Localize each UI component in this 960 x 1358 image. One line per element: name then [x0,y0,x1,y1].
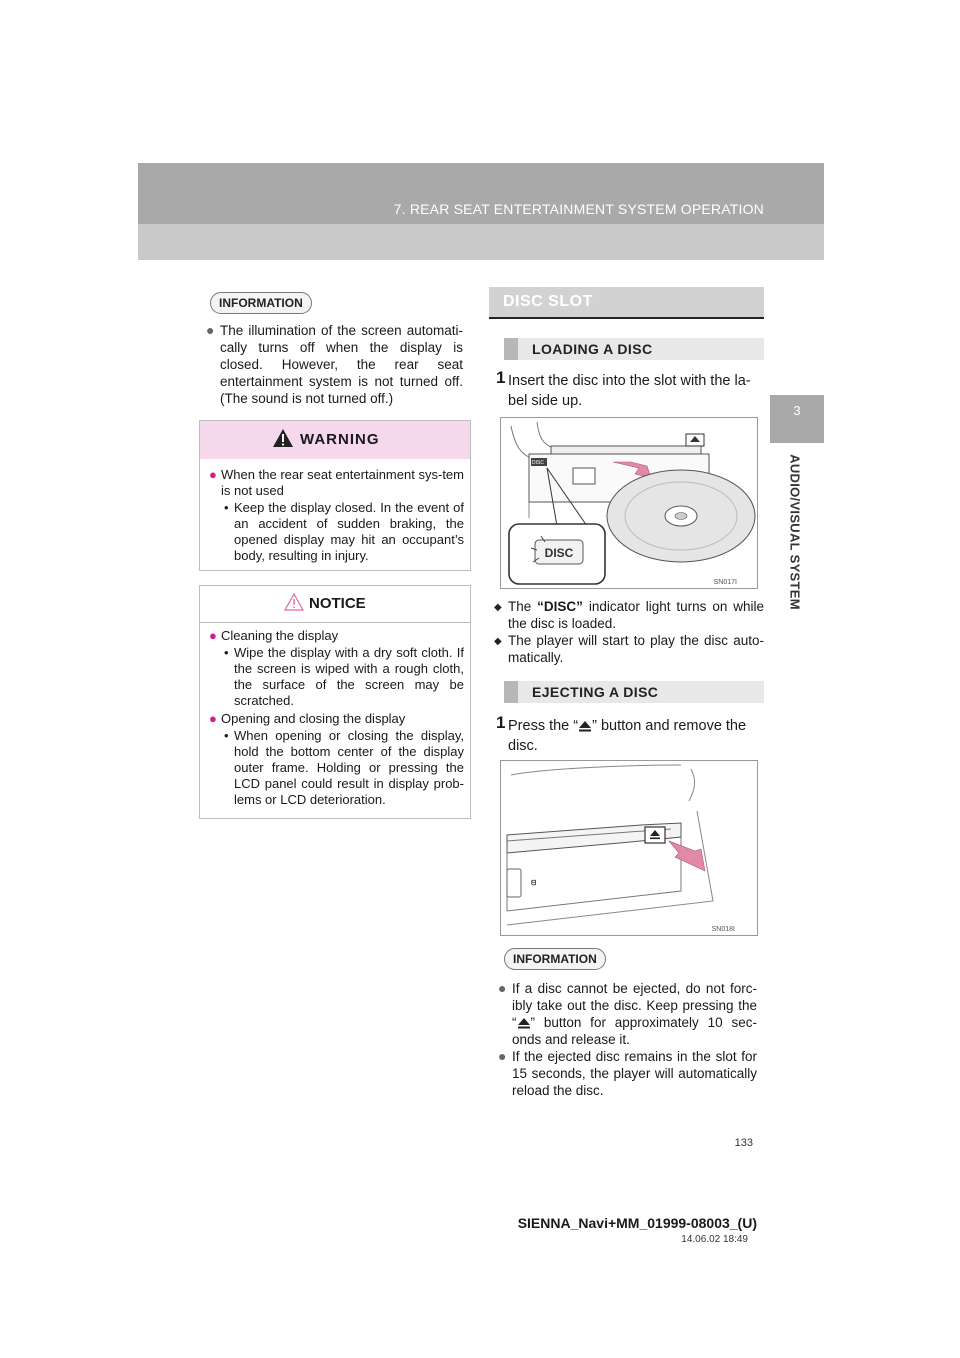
bullet-icon: ◆ [494,636,502,647]
warning-box [199,420,471,571]
section-underline [489,317,764,319]
subsection-title: EJECTING A DISC [532,684,659,700]
subsection-title: LOADING A DISC [532,341,653,357]
info-bullet-2: ● If the ejected disc remains in the slot for 15 seconds, the player will automatically reload the disc. [498,1048,757,1098]
warning-triangle-icon [272,428,294,448]
disc-eject-illustration [500,760,758,936]
chapter-number: 3 [793,403,801,418]
chapter-title: 7. REAR SEAT ENTERTAINMENT SYSTEM OPERATION [393,201,764,217]
bullet-icon: ● [209,628,217,643]
eject-button-drawing [501,761,757,935]
figure-code: SN017I [713,579,737,586]
document-model: SIENNA_Navi+MM_01999-08003_(U) [517,1215,757,1231]
step-number: 1 [496,368,506,387]
figure-code: SN018I [711,926,735,933]
svg-text:DISC: DISC [532,460,544,466]
notice-title: NOTICE [309,595,366,612]
bullet-icon: ● [209,467,217,482]
step-text: Insert the disc into the slot with the la-bel side up. [508,373,751,409]
caution-triangle-icon [284,593,304,611]
subsection-marker [504,338,518,360]
warning-header [200,421,470,459]
info-bullet-1: ● If a disc cannot be ejected, do not forc-ibly take out the disc. Keep pressing the “ ” button for approximately 10 sec-onds and release it. [498,980,757,1047]
bullet-icon: ● [498,1048,507,1064]
notice-sub-1: Wipe the display with a dry soft cloth. If the screen is wiped with a rough cloth, the surface of the screen may be scratched. [234,645,464,708]
information-text: ● The illumination of the screen automati-cally turns off when the display is closed. However, the rear seat entertainment system is not turned off. (The sound is not turned off.) [206,322,463,406]
loading-step [496,368,764,411]
notice-box [199,585,471,819]
information-label: INFORMATION [210,292,312,314]
notice-sub-2: When opening or closing the display, hold the bottom center of the display outer frame. Holding or pressing the LCD panel could result in display prob-lems or LCD deterioration. [234,728,464,807]
chapter-side-title [775,452,815,612]
disc-loading-illustration [500,417,758,589]
warning-bullet: When the rear seat entertainment sys-tem is not used [221,467,464,498]
subsection-ejecting [504,681,764,703]
warning-title: WARNING [300,431,380,448]
section-header [489,287,764,317]
bullet-icon: ● [498,980,507,996]
bullet-icon: ● [209,711,217,726]
loading-bullet-1: ◆ The “DISC” indicator light turns on while the disc is loaded. [494,599,765,631]
ejecting-step: 1 Press the “ ” button and remove the disc. [496,713,747,754]
header-band [138,163,824,260]
warning-sub: Keep the display closed. In the event of an accident of sudden braking, the opened display may hit an occupant’s body, resulting in injury. [234,500,464,563]
chapter-tab [770,395,824,443]
section-title: DISC SLOT [503,293,593,310]
subsection-marker [504,681,518,703]
bullet-icon: ◆ [494,602,502,613]
page-number: 133 [734,1137,753,1149]
information-label-2: INFORMATION [504,948,606,970]
notice-bullet-2: Opening and closing the display [221,711,406,726]
eject-icon [517,1017,531,1029]
bullet-icon: ● [206,322,215,338]
print-stamp: 14.06.02 18:49 [681,1234,748,1245]
disc-slot-drawing [501,418,757,588]
header-top [138,163,824,224]
step-number: 1 [496,713,506,732]
subsection-loading [504,338,764,360]
loading-bullet-2: ◆ The player will start to play the disc auto-matically. [494,633,764,665]
notice-bullet-1: Cleaning the display [221,628,339,643]
eject-icon [578,720,592,732]
notice-header [200,586,470,622]
notice-divider [200,622,470,623]
side-title-text: AUDIO/VISUAL SYSTEM [787,454,803,610]
svg-text:DISC: DISC [544,546,574,560]
sub-bullet-icon: • [224,728,229,743]
sub-bullet-icon: • [224,645,229,660]
sub-bullet-icon: • [224,500,229,515]
svg-text:ᗺ: ᗺ [531,880,537,887]
